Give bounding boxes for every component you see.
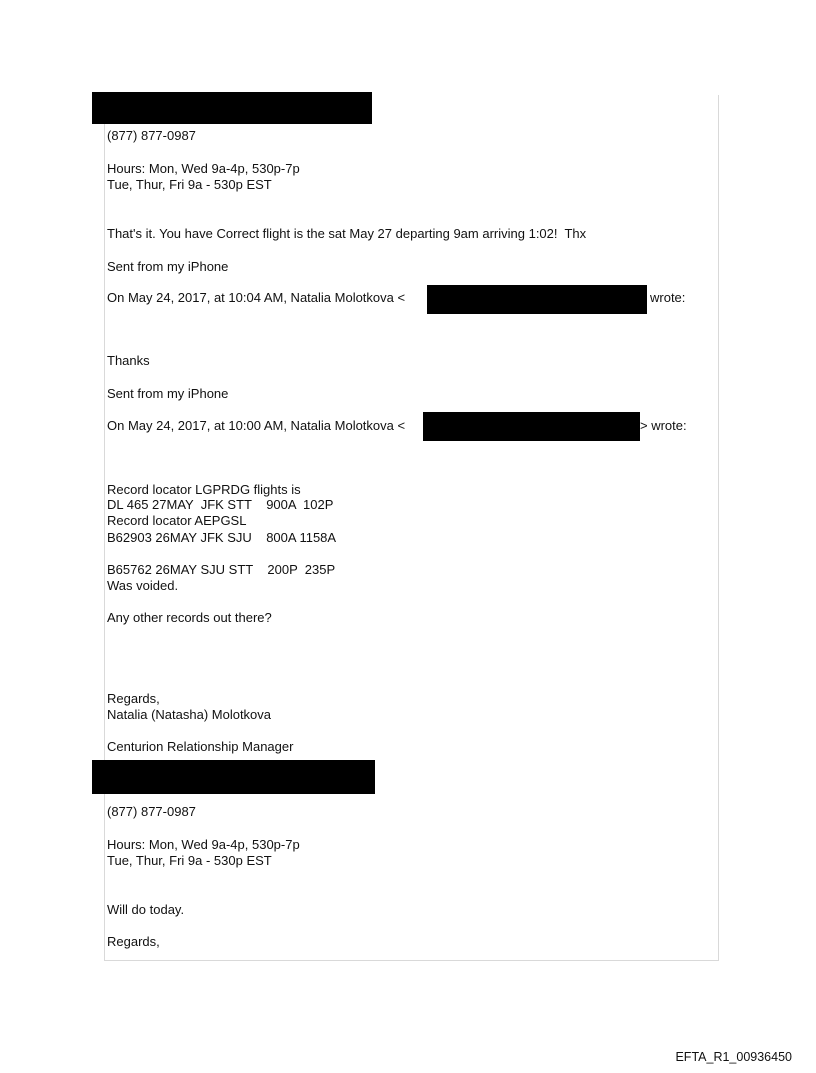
regards-line: Regards, (107, 691, 160, 706)
redaction-block-email-2 (423, 412, 640, 441)
sender-title: Centurion Relationship Manager (107, 739, 294, 754)
signature-hours-line-1: Hours: Mon, Wed 9a-4p, 530p-7p (107, 161, 300, 176)
sent-from-iphone: Sent from my iPhone (107, 259, 229, 274)
quote-header-suffix: wrote: (650, 290, 686, 305)
sent-from-iphone: Sent from my iPhone (107, 386, 229, 401)
record-line: DL 465 27MAY JFK STT 900A 102P (107, 497, 334, 512)
record-line: B62903 26MAY JFK SJU 800A 1158A (107, 530, 337, 545)
reply-body: That's it. You have Correct flight is the sat May 27 departing 9am arriving 1:02! Thx (107, 226, 587, 241)
voided-line: Was voided. (107, 578, 179, 593)
quote-header-prefix: On May 24, 2017, at 10:04 AM, Natalia Molotkova < (107, 290, 406, 305)
final-body: Will do today. (107, 902, 185, 917)
record-line: Record locator LGPRDG flights is (107, 482, 301, 497)
bates-number: EFTA_R1_00936450 (675, 1050, 792, 1064)
redaction-block-middle (92, 760, 375, 794)
voided-line: B65762 26MAY SJU STT 200P 235P (107, 562, 336, 577)
final-regards: Regards, (107, 934, 160, 949)
redaction-block-top (92, 92, 372, 124)
signature-hours-line-2: Tue, Thur, Fri 9a - 530p EST (107, 177, 272, 192)
quote-header-prefix: On May 24, 2017, at 10:00 AM, Natalia Molotkova < (107, 418, 406, 433)
question-line: Any other records out there? (107, 610, 272, 625)
signature-hours-line-1: Hours: Mon, Wed 9a-4p, 530p-7p (107, 837, 300, 852)
redaction-block-email-1 (427, 285, 647, 314)
sender-name: Natalia (Natasha) Molotkova (107, 707, 272, 722)
signature-phone: (877) 877-0987 (107, 128, 196, 143)
reply-body: Thanks (107, 353, 150, 368)
record-line: Record locator AEPGSL (107, 513, 247, 528)
quote-header-suffix: > wrote: (640, 418, 687, 433)
signature-phone: (877) 877-0987 (107, 804, 196, 819)
signature-hours-line-2: Tue, Thur, Fri 9a - 530p EST (107, 853, 272, 868)
